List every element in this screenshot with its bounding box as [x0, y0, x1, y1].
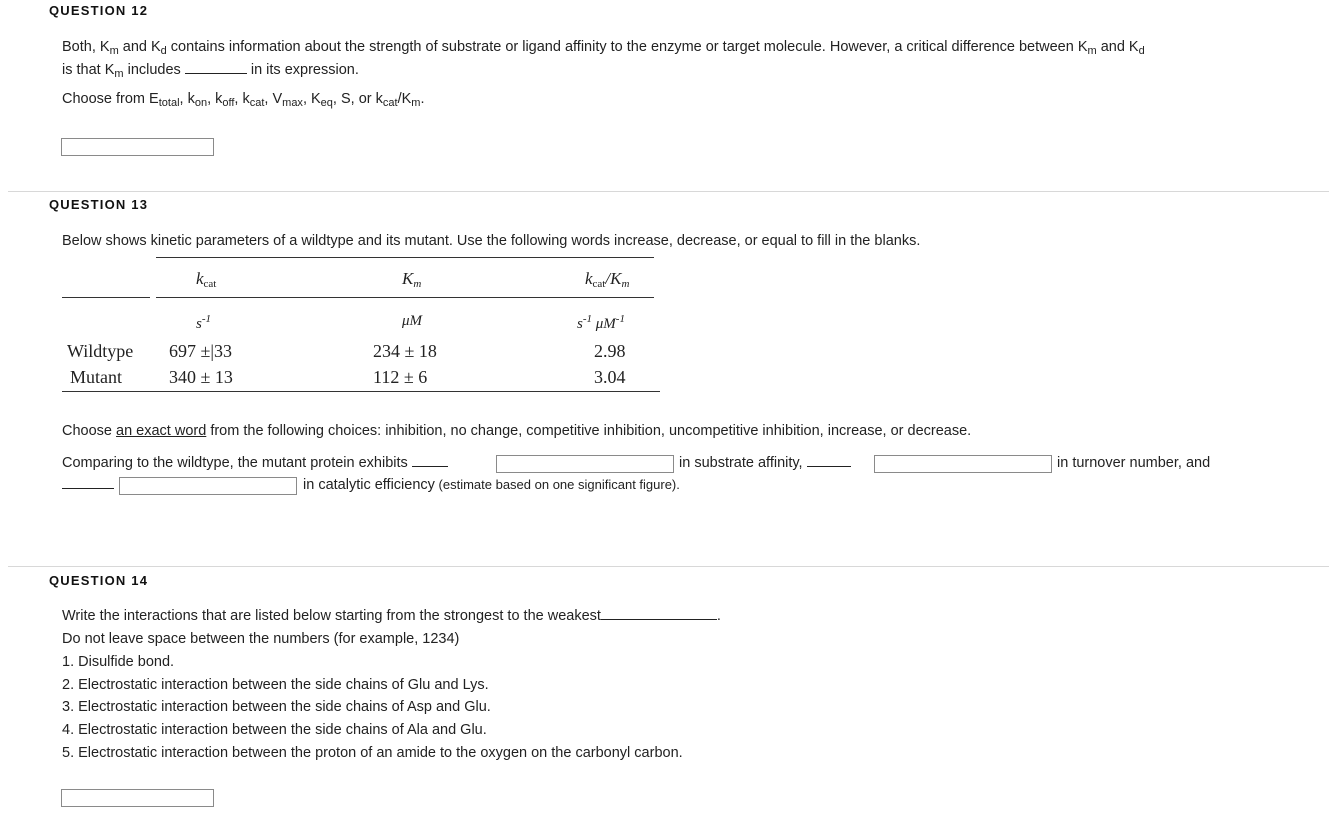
cell-mutant-kcat: 340 ± 13 [169, 367, 233, 387]
question-13-compare-line1: Comparing to the wildtype, the mutant protein exhibits [62, 455, 448, 471]
question-13-choices: Choose an exact word from the following choices: inhibition, no change, competitive inhibition, uncompetitive inhibition, increase, or decrease. [62, 423, 972, 439]
cell-mutant-ratio: 3.04 [594, 367, 626, 387]
question-13-compare-end: in turnover number, and [1057, 455, 1211, 471]
unit-km: μM [402, 313, 423, 329]
question-12-text-line1: Both, $K_m$ and $K_d$ contains information about the strength of substrate or ligand affinity to the enzyme or target molecule. However, a critical difference between $K_m$ and $K_d$ [62, 39, 1145, 57]
question-12-choices: Choose from $E_{total}$, $k_{on}$, $k_{off}$, $k_{cat}$, $V_{max}$, $K_{eq}$, S, or $k_{cat}/K_m$. [62, 91, 425, 109]
row-label-wildtype: Wildtype [67, 341, 134, 361]
question-13-heading: QUESTION 13 [49, 197, 149, 212]
header-km: $K_m$ [402, 269, 422, 290]
table-left-rule [62, 297, 150, 298]
cell-wildtype-kcat: 697 ±|33 [169, 341, 232, 361]
cell-wildtype-km: 234 ± 18 [373, 341, 437, 361]
divider-12-13 [8, 191, 1329, 192]
question-14-answer-input[interactable] [61, 789, 214, 807]
header-kcat: $k_{cat}$ [196, 269, 217, 290]
question-13-intro: Below shows kinetic parameters of a wildtype and its mutant. Use the following words increase, decrease, or equal to fill in the blanks. [62, 233, 921, 249]
table-header-rule [156, 297, 654, 298]
turnover-number-input[interactable] [874, 455, 1052, 473]
list-item: 4. Electrostatic interaction between the side chains of Ala and Glu. [62, 722, 487, 738]
unit-kcat-km: $s^{-1}$ $\mu M^{-1}$ [577, 313, 625, 332]
divider-13-14 [8, 566, 1329, 567]
question-14-heading: QUESTION 14 [49, 573, 149, 588]
header-kcat-km: $k_{cat}/K_m$ [585, 269, 630, 290]
substrate-affinity-input[interactable] [496, 455, 674, 473]
question-12-text-line2: is that $K_m$ includes in its expression. [62, 62, 359, 80]
question-12-inline-blank [185, 73, 247, 74]
question-13-compare-line2-blank [62, 477, 114, 493]
question-12-answer-input[interactable] [61, 138, 214, 156]
question-13-compare-line2: in catalytic efficiency (estimate based on one significant figure). [303, 477, 680, 493]
catalytic-efficiency-input[interactable] [119, 477, 297, 495]
cell-wildtype-ratio: 2.98 [594, 341, 626, 361]
table-bottom-rule [62, 391, 660, 392]
cell-mutant-km: 112 ± 6 [373, 367, 428, 387]
question-14-prompt: Write the interactions that are listed below starting from the strongest to the weakest . [62, 608, 721, 624]
question-12-heading: QUESTION 12 [49, 3, 149, 18]
list-item: 2. Electrostatic interaction between the side chains of Glu and Lys. [62, 677, 489, 693]
question-13-compare-mid: in substrate affinity, [679, 455, 851, 471]
question-14-note: Do not leave space between the numbers (for example, 1234) [62, 631, 460, 647]
table-top-rule [156, 257, 654, 258]
list-item: 5. Electrostatic interaction between the proton of an amide to the oxygen on the carbonyl carbon. [62, 745, 683, 761]
unit-kcat: $s^{-1}$ [196, 313, 212, 332]
row-label-mutant: Mutant [70, 367, 122, 387]
list-item: 1. Disulfide bond. [62, 654, 175, 670]
list-item: 3. Electrostatic interaction between the side chains of Asp and Glu. [62, 699, 491, 715]
